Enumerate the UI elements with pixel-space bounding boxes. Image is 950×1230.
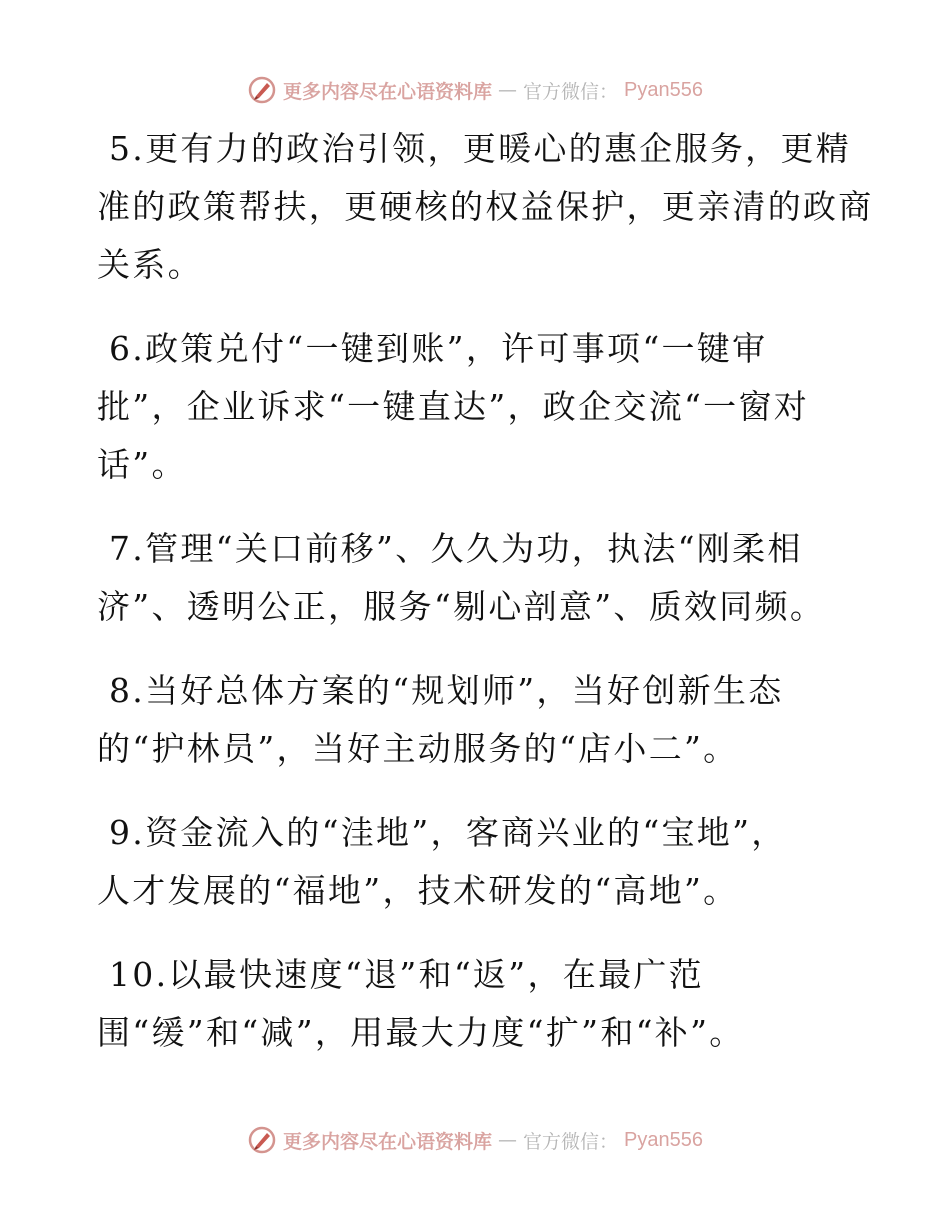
watermark-dash: — [498,79,518,101]
watermark-main-text: 更多内容尽在心语资料库 [283,80,493,103]
item-line: 话”。 [97,445,187,484]
watermark-footer [0,1123,950,1157]
watermark-header [0,73,950,107]
pen-logo-icon [247,75,277,105]
watermark-wechat-label: 官方微信： [523,1130,619,1153]
item-line: 9.资金流入的“洼地”，客商兴业的“宝地”， [109,813,787,852]
list-item [97,120,874,294]
item-line: 关系。 [97,245,203,284]
list-item [97,804,857,920]
item-line: 6.政策兑付“一键到账”，许可事项“一键审 [109,329,768,368]
watermark-dash: — [498,1129,518,1151]
list-item [97,946,857,1062]
item-line: 5.更有力的政治引领，更暖心的惠企服务，更精 [109,129,852,168]
watermark-wechat-label: 官方微信： [523,80,619,103]
list-item [97,320,857,494]
watermark-main-text: 更多内容尽在心语资料库 [283,1130,493,1153]
item-line: 济”、透明公正，服务“剔心剖意”、质效同频。 [97,587,826,626]
item-line: 8.当好总体方案的“规划师”，当好创新生态 [109,671,784,710]
item-line: 10.以最快速度“退”和“返”，在最广范 [109,955,704,994]
item-line: 准的政策帮扶，更硬核的权益保护，更亲清的政商 [97,187,874,226]
item-line: 人才发展的“福地”，技术研发的“高地”。 [97,871,739,910]
item-line: 批”，企业诉求“一键直达”，政企交流“一窗对 [97,387,810,426]
item-line: 7.管理“关口前移”、久久为功，执法“刚柔相 [109,529,803,568]
item-line: 的“护林员”，当好主动服务的“店小二”。 [97,729,739,768]
item-line: 围“缓”和“减”，用最大力度“扩”和“补”。 [97,1013,745,1052]
list-item [97,662,857,778]
watermark-wechat-id: Pyan556 [624,78,703,101]
document-body [97,120,874,1088]
watermark-wechat-id: Pyan556 [624,1128,703,1151]
pen-logo-icon [247,1125,277,1155]
list-item [97,520,857,636]
